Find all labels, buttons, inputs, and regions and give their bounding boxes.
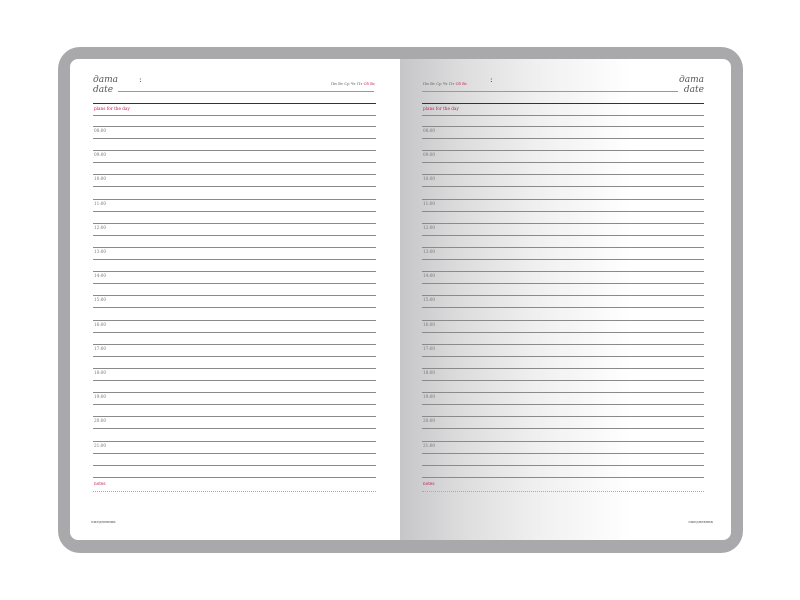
time-label: 11:00 (94, 200, 107, 206)
time-label: 15:00 (423, 297, 436, 303)
writing-line[interactable] (422, 247, 704, 248)
writing-line[interactable] (422, 320, 704, 321)
writing-line[interactable] (93, 199, 376, 200)
time-label: 09:00 (423, 152, 436, 158)
writing-line[interactable] (93, 416, 376, 417)
weekday[interactable]: Чт (350, 81, 356, 86)
weekday[interactable]: Вт (338, 81, 343, 86)
writing-line[interactable] (422, 283, 704, 284)
date-colon: : (490, 75, 493, 84)
writing-line[interactable] (422, 223, 704, 224)
notes-label: notes (423, 481, 435, 486)
writing-line[interactable] (422, 453, 704, 454)
weekday[interactable]: Ср (344, 81, 350, 86)
weekday[interactable]: Пт (449, 81, 455, 86)
writing-line[interactable] (422, 150, 704, 151)
writing-line[interactable] (93, 247, 376, 248)
time-label: 20:00 (94, 418, 107, 424)
time-label: 17:00 (423, 345, 436, 351)
time-label: 10:00 (94, 176, 107, 182)
writing-line[interactable] (422, 295, 704, 296)
time-label: 09:00 (94, 152, 107, 158)
time-label: 19:00 (423, 394, 436, 400)
writing-line[interactable] (93, 307, 376, 308)
time-label: 20:00 (423, 418, 436, 424)
time-label: 13:00 (423, 249, 436, 254)
date-label (679, 75, 704, 95)
weekday-weekend[interactable]: Сб (455, 81, 461, 86)
time-label: 13:00 (94, 249, 107, 254)
weekday-weekend[interactable]: Вс (462, 81, 467, 86)
time-label: 18:00 (94, 370, 107, 375)
writing-line[interactable] (422, 392, 704, 393)
writing-line[interactable] (422, 115, 704, 116)
writing-line[interactable] (93, 453, 376, 454)
weekday-weekend[interactable]: Сб (363, 81, 369, 86)
writing-line[interactable] (422, 126, 704, 127)
writing-line[interactable] (422, 465, 704, 466)
writing-line[interactable] (93, 465, 376, 466)
time-label: 17:00 (94, 345, 107, 351)
footer-text: ежедневник (91, 519, 116, 524)
header-rule (422, 103, 704, 104)
date-label-ru: дата (93, 75, 118, 85)
time-label: 14:00 (94, 273, 107, 279)
writing-line[interactable] (422, 368, 704, 369)
writing-line[interactable] (93, 320, 376, 321)
writing-line[interactable] (422, 477, 704, 478)
plans-label: plans for the day (423, 106, 459, 111)
writing-line[interactable] (93, 441, 376, 442)
writing-line[interactable] (93, 235, 376, 236)
writing-line[interactable] (93, 150, 376, 151)
writing-line[interactable] (93, 356, 376, 357)
writing-line[interactable] (422, 332, 704, 333)
left-page (70, 59, 400, 540)
weekdays-row (423, 81, 467, 86)
time-label: 16:00 (94, 321, 107, 327)
time-label: 19:00 (94, 394, 107, 400)
writing-line[interactable] (93, 477, 376, 478)
date-label-ru: дата (679, 75, 704, 85)
writing-line[interactable] (422, 259, 704, 260)
writing-line[interactable] (422, 428, 704, 429)
writing-line[interactable] (422, 416, 704, 417)
writing-line[interactable] (93, 211, 376, 212)
weekday[interactable]: Пт (357, 81, 363, 86)
time-label: 15:00 (94, 297, 107, 303)
writing-line[interactable] (422, 380, 704, 381)
writing-line[interactable] (93, 404, 376, 405)
writing-line[interactable] (93, 223, 376, 224)
writing-line[interactable] (93, 115, 376, 116)
weekday[interactable]: Вт (430, 81, 435, 86)
date-colon: : (139, 75, 142, 84)
writing-line[interactable] (93, 332, 376, 333)
time-label: 08:00 (94, 128, 107, 133)
time-label: 08:00 (423, 128, 436, 133)
writing-line[interactable] (422, 404, 704, 405)
writing-line[interactable] (93, 186, 376, 187)
date-line[interactable] (422, 91, 678, 92)
writing-line[interactable] (422, 441, 704, 442)
time-label: 14:00 (423, 273, 436, 279)
header-rule (93, 103, 376, 104)
writing-line[interactable] (93, 380, 376, 381)
writing-line[interactable] (93, 138, 376, 139)
date-label-en: date (93, 85, 114, 95)
weekday[interactable]: Пн (331, 81, 337, 86)
time-label: 18:00 (423, 370, 436, 375)
notes-line[interactable] (422, 491, 704, 492)
writing-line[interactable] (422, 162, 704, 163)
writing-line[interactable] (93, 174, 376, 175)
writing-line[interactable] (93, 295, 376, 296)
weekdays-row (331, 81, 375, 86)
date-line[interactable] (118, 91, 374, 92)
date-label (93, 75, 118, 95)
plans-label: plans for the day (94, 106, 130, 111)
writing-line[interactable] (93, 162, 376, 163)
writing-line[interactable] (93, 392, 376, 393)
time-label: 11:00 (423, 200, 436, 206)
time-label: 12:00 (423, 224, 436, 230)
notes-label: notes (94, 481, 106, 486)
right-page (400, 59, 731, 540)
writing-line[interactable] (422, 356, 704, 357)
weekday[interactable]: Ср (436, 81, 442, 86)
time-label: 16:00 (423, 321, 436, 327)
time-label: 21:00 (423, 442, 436, 448)
time-label: 21:00 (94, 442, 107, 448)
writing-line[interactable] (93, 344, 376, 345)
writing-line[interactable] (422, 138, 704, 139)
writing-line[interactable] (422, 174, 704, 175)
footer-text: ежедневник (688, 519, 713, 524)
writing-line[interactable] (93, 259, 376, 260)
writing-line[interactable] (422, 211, 704, 212)
time-label: 12:00 (94, 224, 107, 230)
writing-line[interactable] (422, 186, 704, 187)
weekday[interactable]: Пн (423, 81, 429, 86)
date-label-en: date (683, 85, 704, 95)
writing-line[interactable] (422, 199, 704, 200)
writing-line[interactable] (422, 307, 704, 308)
weekday[interactable]: Чт (442, 81, 448, 86)
writing-line[interactable] (422, 344, 704, 345)
writing-line[interactable] (422, 235, 704, 236)
writing-line[interactable] (93, 428, 376, 429)
notes-line[interactable] (93, 491, 376, 492)
writing-line[interactable] (93, 283, 376, 284)
writing-line[interactable] (422, 271, 704, 272)
weekday-weekend[interactable]: Вс (370, 81, 375, 86)
writing-line[interactable] (93, 368, 376, 369)
time-label: 10:00 (423, 176, 436, 182)
writing-line[interactable] (93, 271, 376, 272)
writing-line[interactable] (93, 126, 376, 127)
